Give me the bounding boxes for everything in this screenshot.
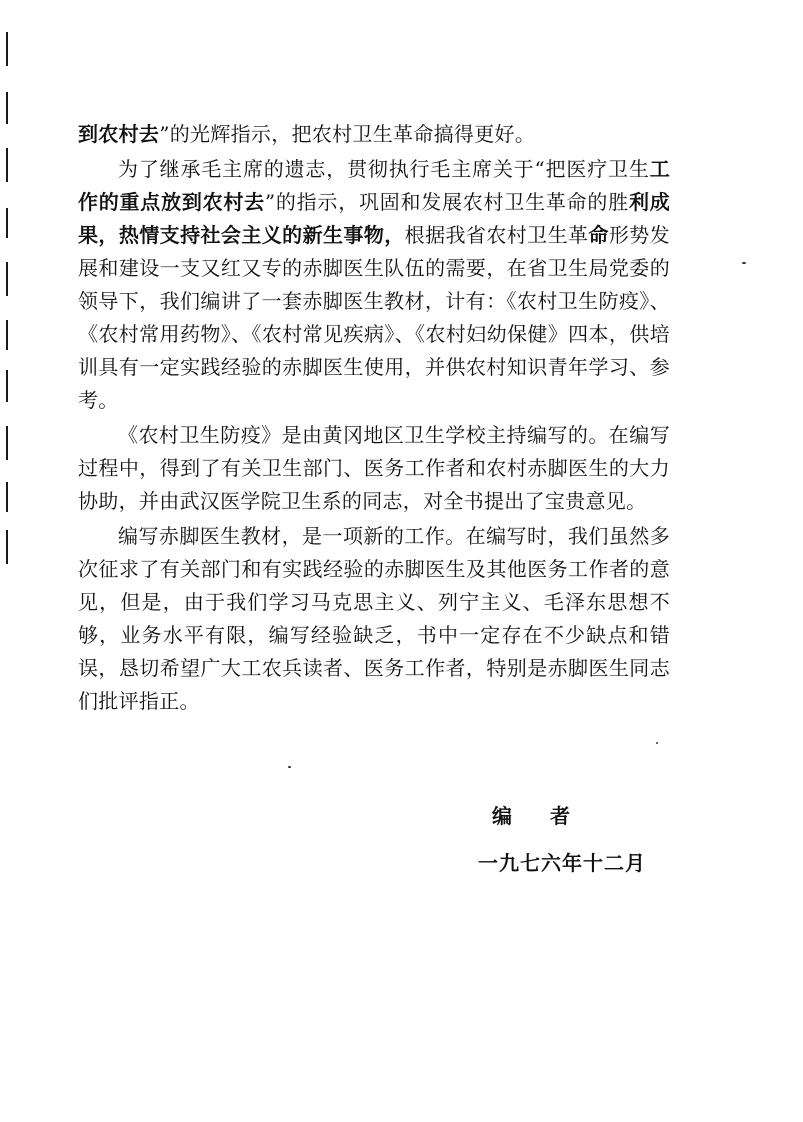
- preface-paragraph-4: 编写赤脚医生教材，是一项新的工作。在编写时，我们虽然多次征求了有关部门和有实践经验的赤脚医生及其他医务工作者的意见，但是，由于我们学习马克思主义、列宁主义、毛泽东思想不够，业务水平有限，编写经验缺乏，书中一定存在不少缺点和错误，恳切希望广大工农兵读者、医务工作者，特别是赤脚医生同志们批评指正。: [78, 524, 670, 713]
- preface-paragraph-3: 《农村卫生防疫》是由黄冈地区卫生学校主持编写的。在编写过程中，得到了有关卫生部门、医务工作者和农村赤脚医生的大力协助，并由武汉医学院卫生系的同志，对全书提出了宝贵意见。: [78, 423, 670, 513]
- bold-lead-text: 到农村去: [78, 122, 160, 146]
- binding-mark: [6, 320, 8, 350]
- signature-author: 编者: [492, 804, 608, 828]
- bold-text: 工作的重点放到农村去: [78, 157, 670, 214]
- paragraph-text: ”的光辉指示，把农村卫生革命搞得更好。: [159, 122, 536, 146]
- paragraph-text: 形势发展和建设一支又红又专的赤脚医生队伍的需要，在省卫生局党委的领导下，我们编讲了一套赤脚医生教材，计有：《农村卫生防疫》、《农村常用药物》、《农村常见疾病》、《农村妇幼保健》四本，供培训具有一定实践经验的赤脚医生使用，并供农村知识青年学习、参考。: [78, 223, 670, 412]
- binding-mark: [6, 92, 8, 124]
- paragraph-text: 为了继承毛主席的遗志，贯彻执行毛主席关于“把医疗卫生: [118, 157, 650, 181]
- paragraph-text: 根据我省农村卫生革: [404, 223, 589, 247]
- preface-body: [78, 118, 670, 720]
- signature-date: 一九七六年十二月: [478, 851, 646, 875]
- binding-mark: [6, 148, 8, 182]
- binding-mark: [6, 208, 8, 238]
- binding-mark: [6, 262, 8, 296]
- binding-mark: [6, 32, 8, 66]
- binding-mark: [6, 426, 8, 460]
- scan-speck: [288, 766, 291, 768]
- scan-speck: [656, 742, 658, 744]
- preface-paragraph-1: [78, 118, 670, 151]
- preface-signature: [470, 800, 650, 876]
- preface-paragraph-2: [78, 153, 670, 417]
- paragraph-text: ”的指示，巩固和发展农村卫生革命的胜: [264, 190, 629, 214]
- bold-text: 利成果，热情支持社会主义的新生事物，: [78, 190, 671, 247]
- binding-mark: [6, 482, 8, 512]
- scan-speck: [742, 262, 746, 264]
- binding-mark: [6, 530, 8, 564]
- binding-mark: [6, 370, 8, 402]
- bold-text: 命: [588, 223, 609, 247]
- binding-edge-marks: [6, 30, 10, 570]
